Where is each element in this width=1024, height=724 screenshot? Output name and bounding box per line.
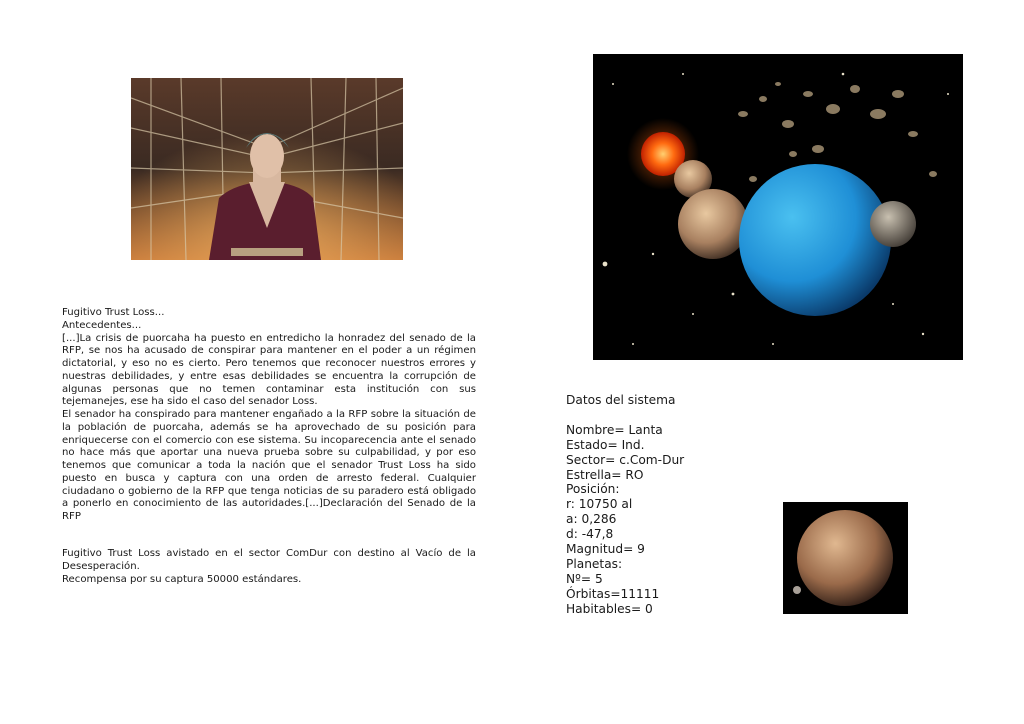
planet-count: Nº= 5 bbox=[566, 571, 603, 586]
notice-title: Fugitivo Trust Loss... bbox=[62, 307, 165, 318]
reward-text: Recompensa por su captura 50000 estándares. bbox=[62, 573, 302, 585]
planets-label: Planetas: bbox=[566, 556, 623, 571]
position-r: r: 10750 al bbox=[566, 497, 633, 512]
planet-image bbox=[783, 502, 908, 614]
position-d: d: -47,8 bbox=[566, 527, 614, 542]
habitables: Habitables= 0 bbox=[566, 601, 653, 616]
system-state: Estado= Ind. bbox=[566, 437, 645, 452]
system-data-title: Datos del sistema bbox=[566, 393, 676, 407]
spacer bbox=[566, 408, 766, 423]
system-sector: Sector= c.Com-Dur bbox=[566, 452, 685, 467]
star-system-image bbox=[593, 54, 963, 360]
sighting-notice bbox=[62, 548, 476, 586]
position-label: Posición: bbox=[566, 482, 620, 497]
position-a: a: 0,286 bbox=[566, 512, 617, 527]
orbits: Órbitas=11111 bbox=[566, 586, 660, 601]
system-star: Estrella= RO bbox=[566, 467, 644, 482]
senate-accusation-paragraph: El senador ha conspirado para mantener engañado a la RFP sobre la situación de la población de puorcaha, además se ha aprovechado de su posición para enriquecerse con el comercio con ese sistema. Su incoparecencia ante el senado no hace más que aportar una nueva prueba sobre su culpabilidad, y por eso tenemos que comunicar a toda la nación que el senador Trust Loss ha sido puesto en busca y captura con una orden de arresto federal. Cualquier ciudadano o gobierno de la RFP que tenga noticias de su paradero está obligado a ponerlo en conocimiento de las autoridades.[...]Declaración del Senado de la RFP bbox=[62, 409, 476, 522]
senate-statement-paragraph: [...]La crisis de puorcaha ha puesto en entredicho la honradez del senado de la RFP, se nos ha acusado de conspirar para mantener en el poder a un régimen dictatorial, y eso no es cierto. Pero tenemos que reconocer nuestros errores y nuestras debilidades, y entre esas debilidades se encuentra la corrupción de algunas personas que no temen contaminar esta institución con sus tejemanejes, ese ha sido el caso del senador Loss. bbox=[62, 332, 476, 408]
fugitive-portrait-image bbox=[131, 78, 403, 260]
fugitive-notice bbox=[62, 307, 476, 524]
system-data-panel bbox=[566, 393, 766, 617]
notice-subtitle: Antecedentes... bbox=[62, 319, 142, 331]
system-name: Nombre= Lanta bbox=[566, 422, 663, 437]
sighting-text: Fugitivo Trust Loss avistado en el sector ComDur con destino al Vacío de la Desesperación. bbox=[62, 548, 476, 572]
magnitude: Magnitud= 9 bbox=[566, 542, 645, 557]
